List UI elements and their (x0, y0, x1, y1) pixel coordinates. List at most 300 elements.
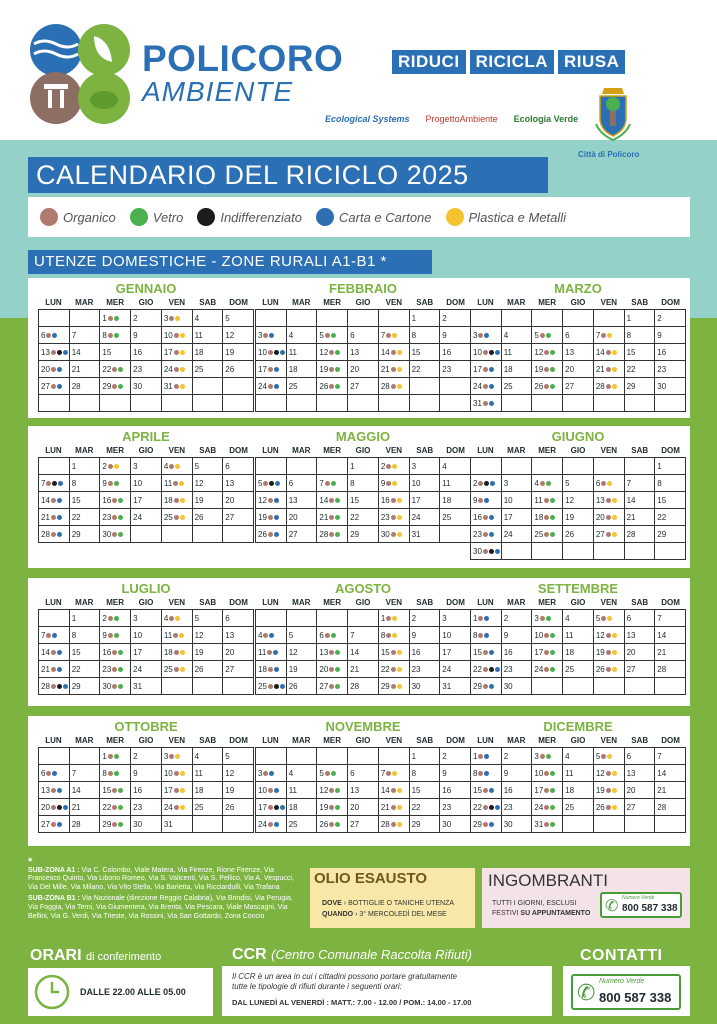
day-number: 15 (473, 785, 482, 795)
day-cell (625, 610, 656, 627)
day-cell (532, 492, 563, 509)
collection-dot-icon (612, 667, 617, 672)
collection-dot-icon (329, 515, 334, 520)
collection-dot-icon (51, 384, 56, 389)
collection-dot-icon (174, 667, 179, 672)
collection-dot-icon (180, 498, 185, 503)
day-number: 27 (225, 664, 235, 674)
day-cell (317, 509, 348, 526)
collection-dot-icon (606, 515, 611, 520)
day-cell (287, 526, 318, 543)
collection-dot-icon (274, 684, 279, 689)
day-cell (410, 310, 441, 327)
collection-dot-icon (51, 515, 56, 520)
day-cell (502, 799, 533, 816)
weekday-header (38, 735, 254, 747)
collection-dot-icon (397, 532, 402, 537)
subzone-a1-label: SUB-ZONA A1 : (28, 866, 80, 874)
weekday-label: SAB (199, 598, 217, 607)
day-number: 13 (626, 768, 636, 778)
weekday-label: LUN (262, 598, 279, 607)
month-settembre (470, 580, 686, 695)
day-cell (39, 327, 70, 344)
collection-dot-icon (108, 633, 113, 638)
collection-dot-icon (612, 805, 617, 810)
collection-dot-icon (112, 367, 117, 372)
empty-cell (471, 458, 502, 475)
day-number: 2 (503, 751, 509, 761)
day-cell (502, 678, 533, 695)
day-cell (471, 327, 502, 344)
day-cell (131, 661, 162, 678)
day-cell (502, 627, 533, 644)
month-dicembre (470, 718, 686, 833)
collection-dot-icon (484, 616, 489, 621)
day-number: 25 (163, 512, 173, 522)
clock-icon (34, 974, 70, 1010)
day-number: 3 (133, 461, 138, 471)
day-number: 15 (380, 647, 390, 657)
day-cell (39, 661, 70, 678)
collection-dot-icon (489, 367, 494, 372)
day-number: 20 (350, 802, 360, 812)
day-number: 8 (102, 330, 107, 340)
empty-cell (256, 458, 287, 475)
day-cell (162, 644, 193, 661)
day-number: 14 (350, 647, 360, 657)
collection-dot-icon (273, 650, 278, 655)
collection-dot-icon (490, 481, 495, 486)
day-number: 29 (473, 819, 482, 829)
empty-cell (625, 543, 656, 560)
day-number: 26 (258, 529, 267, 539)
month-ottobre (38, 718, 254, 833)
month-title: AGOSTO (334, 581, 392, 596)
day-cell (348, 509, 379, 526)
day-cell (317, 644, 348, 661)
day-number: 10 (503, 495, 513, 505)
day-cell (223, 327, 254, 344)
weekday-label: SAB (416, 736, 434, 745)
collection-dot-icon (329, 822, 334, 827)
day-cell (317, 765, 348, 782)
day-number: 8 (71, 630, 77, 640)
day-cell (193, 310, 224, 327)
collection-dot-icon (489, 532, 494, 537)
collection-dot-icon (112, 822, 117, 827)
day-number: 4 (194, 751, 200, 761)
day-number: 27 (626, 664, 636, 674)
day-cell (440, 661, 471, 678)
day-number: 27 (595, 529, 605, 539)
day-number: 7 (380, 768, 386, 778)
day-cell (471, 627, 502, 644)
month-grid (470, 747, 686, 833)
collection-dot-icon (118, 667, 123, 672)
collection-dot-icon (601, 754, 606, 759)
day-number: 30 (503, 819, 513, 829)
day-number: 30 (473, 546, 482, 556)
carta-dot-icon (316, 208, 334, 226)
empty-cell (563, 543, 594, 560)
day-number: 29 (473, 681, 482, 691)
collection-dot-icon (174, 498, 179, 503)
day-number: 18 (442, 495, 452, 505)
day-number: 22 (473, 802, 482, 812)
day-cell (100, 458, 131, 475)
day-cell (655, 627, 686, 644)
day-cell (625, 782, 656, 799)
weekday-label: MER (323, 598, 342, 607)
day-cell (39, 492, 70, 509)
day-cell (317, 492, 348, 509)
day-number: 11 (288, 347, 298, 357)
weekday-label: MER (323, 298, 342, 307)
day-cell (223, 458, 254, 475)
empty-cell (594, 458, 625, 475)
collection-dot-icon (175, 316, 180, 321)
weekday-label: MER (323, 736, 342, 745)
day-number: 1 (657, 461, 662, 471)
day-number: 1 (102, 313, 107, 323)
orari-box (28, 968, 213, 1016)
day-cell (625, 509, 656, 526)
collection-dot-icon (118, 650, 123, 655)
day-number: 15 (102, 785, 112, 795)
weekday-label: MER (538, 446, 557, 455)
weekday-label: GIO (138, 446, 154, 455)
weekday-label: MAR (292, 598, 311, 607)
day-cell (440, 644, 471, 661)
day-number: 10 (163, 768, 173, 778)
collection-dot-icon (489, 684, 494, 689)
day-cell (655, 327, 686, 344)
day-number: 4 (534, 478, 539, 488)
day-cell (131, 678, 162, 695)
collection-dot-icon (544, 771, 549, 776)
day-number: 20 (350, 364, 360, 374)
day-cell (563, 748, 594, 765)
collection-dot-icon (108, 481, 113, 486)
day-number: 18 (503, 364, 513, 374)
day-number: 18 (534, 512, 544, 522)
day-cell (70, 644, 101, 661)
collection-dot-icon (606, 367, 611, 372)
day-cell (440, 748, 471, 765)
collection-dot-icon (174, 788, 179, 793)
collection-dot-icon (274, 788, 279, 793)
day-cell (223, 627, 254, 644)
day-cell (131, 361, 162, 378)
weekday-label: DOM (661, 598, 680, 607)
day-number: 25 (503, 381, 513, 391)
day-cell (287, 644, 318, 661)
empty-cell (625, 395, 656, 412)
empty-cell (39, 395, 70, 412)
day-number: 11 (288, 785, 298, 795)
day-number: 8 (411, 330, 417, 340)
collection-dot-icon (391, 822, 396, 827)
weekday-label: SAB (416, 298, 434, 307)
collection-dot-icon (397, 822, 402, 827)
collection-dot-icon (606, 633, 611, 638)
day-number: 9 (657, 330, 662, 340)
collection-dot-icon (386, 771, 391, 776)
day-number: 10 (133, 478, 143, 488)
collection-dot-icon (546, 481, 551, 486)
day-cell (317, 678, 348, 695)
day-number: 29 (102, 819, 112, 829)
phone-icon: ✆ (605, 898, 619, 915)
collection-dot-icon (478, 616, 483, 621)
day-cell (131, 509, 162, 526)
month-title: GIUGNO (551, 429, 605, 444)
collection-dot-icon (329, 684, 334, 689)
collection-dot-icon (606, 350, 611, 355)
day-number: 17 (163, 785, 173, 795)
organico-dot-icon (40, 208, 58, 226)
day-cell (162, 361, 193, 378)
contatti-title: CONTATTI (580, 947, 663, 964)
day-number: 27 (565, 381, 575, 391)
day-number: 12 (194, 478, 204, 488)
weekday-label: GIO (355, 598, 371, 607)
collection-dot-icon (274, 805, 279, 810)
day-number: 23 (133, 364, 143, 374)
day-cell (317, 378, 348, 395)
day-number: 10 (133, 630, 143, 640)
collection-dot-icon (180, 384, 185, 389)
day-number: 9 (102, 630, 107, 640)
empty-cell (502, 395, 533, 412)
day-cell (655, 458, 686, 475)
day-cell (162, 661, 193, 678)
day-number: 16 (102, 495, 112, 505)
weekday-label: DOM (446, 446, 465, 455)
month-grid (255, 457, 471, 543)
day-cell (70, 492, 101, 509)
day-cell (471, 799, 502, 816)
empty-cell (440, 395, 471, 412)
day-cell (70, 509, 101, 526)
day-cell (131, 475, 162, 492)
day-cell (193, 799, 224, 816)
month-title: NOVEMBRE (325, 719, 401, 734)
day-cell (317, 361, 348, 378)
day-number: 1 (102, 751, 107, 761)
zone-footnote (28, 858, 303, 921)
day-cell (502, 661, 533, 678)
day-cell (532, 475, 563, 492)
day-cell (502, 327, 533, 344)
collection-dot-icon (489, 549, 494, 554)
day-number: 6 (350, 768, 355, 778)
collection-dot-icon (180, 650, 185, 655)
month-luglio (38, 580, 254, 695)
collection-dot-icon (550, 650, 555, 655)
collection-dot-icon (169, 754, 174, 759)
collection-dot-icon (51, 805, 56, 810)
collection-dot-icon (174, 350, 179, 355)
day-cell (532, 816, 563, 833)
collection-dot-icon (173, 633, 178, 638)
day-cell (131, 765, 162, 782)
empty-cell (287, 748, 318, 765)
day-cell (502, 492, 533, 509)
day-number: 7 (71, 768, 77, 778)
month-grid (38, 309, 254, 412)
collection-dot-icon (335, 515, 340, 520)
day-cell (655, 378, 686, 395)
collection-dot-icon (174, 515, 179, 520)
day-number: 5 (565, 478, 570, 488)
collection-dot-icon (51, 350, 56, 355)
collection-dot-icon (483, 822, 488, 827)
day-number: 27 (41, 381, 50, 391)
day-cell (39, 526, 70, 543)
ingombranti-title: INGOMBRANTI (488, 871, 608, 890)
day-number: 9 (503, 630, 509, 640)
collection-dot-icon (391, 650, 396, 655)
day-number: 9 (411, 630, 417, 640)
day-cell (223, 344, 254, 361)
day-number: 22 (657, 512, 667, 522)
collection-dot-icon (57, 684, 62, 689)
day-cell (70, 327, 101, 344)
month-grid (38, 747, 254, 833)
collection-dot-icon (108, 333, 113, 338)
day-number: 13 (595, 495, 605, 505)
empty-cell (594, 395, 625, 412)
weekday-label: MAR (507, 446, 526, 455)
collection-dot-icon (483, 384, 488, 389)
weekday-header (255, 735, 471, 747)
day-cell (131, 344, 162, 361)
collection-dot-icon (112, 384, 117, 389)
collection-dot-icon (489, 805, 494, 810)
day-cell (471, 361, 502, 378)
day-number: 15 (350, 495, 360, 505)
day-number: 3 (133, 613, 138, 623)
collection-dot-icon (550, 788, 555, 793)
month-title: MARZO (554, 281, 602, 296)
day-cell (223, 799, 254, 816)
month-title: GENNAIO (115, 281, 177, 296)
day-number: 16 (503, 785, 513, 795)
collection-dot-icon (112, 667, 117, 672)
day-number: 15 (102, 347, 112, 357)
month-title: FEBBRAIO (329, 281, 397, 296)
day-number: 17 (534, 785, 544, 795)
day-cell (655, 361, 686, 378)
weekday-label: MAR (75, 598, 94, 607)
collection-dot-icon (280, 350, 285, 355)
weekday-header (38, 597, 254, 609)
day-number: 2 (657, 313, 662, 323)
day-number: 4 (258, 630, 263, 640)
day-cell (625, 361, 656, 378)
day-cell (348, 627, 379, 644)
day-number: 20 (565, 364, 575, 374)
day-number: 19 (319, 802, 329, 812)
day-cell (625, 344, 656, 361)
collection-dot-icon (483, 805, 488, 810)
day-number: 3 (503, 478, 509, 488)
weekday-header (470, 735, 686, 747)
day-cell (410, 492, 441, 509)
day-number: 26 (595, 664, 605, 674)
day-number: 25 (565, 664, 575, 674)
day-cell (256, 361, 287, 378)
collection-dot-icon (329, 788, 334, 793)
collection-dot-icon (174, 650, 179, 655)
empty-cell (193, 378, 224, 395)
weekday-label: MAR (75, 446, 94, 455)
day-number: 20 (225, 495, 235, 505)
olio-quando-value: 3° MERCOLEDÌ DEL MESE (359, 911, 447, 918)
day-number: 24 (163, 802, 173, 812)
day-number: 19 (565, 512, 575, 522)
day-number: 30 (133, 819, 143, 829)
day-cell (410, 816, 441, 833)
collection-dot-icon (112, 650, 117, 655)
day-cell (655, 610, 686, 627)
ccr-line-1: Il CCR è un area in cui i cittadini possono portare gratuitamente (232, 972, 458, 981)
collection-dot-icon (606, 771, 611, 776)
numero-verde-badge[interactable] (600, 892, 682, 918)
collection-dot-icon (397, 788, 402, 793)
day-number: 2 (442, 751, 447, 761)
day-number: 3 (163, 313, 169, 323)
day-cell (348, 458, 379, 475)
day-number: 10 (163, 330, 173, 340)
day-cell (348, 782, 379, 799)
collection-dot-icon (174, 333, 179, 338)
collection-dot-icon (114, 771, 119, 776)
day-cell (223, 361, 254, 378)
collection-dot-icon (489, 788, 494, 793)
day-number: 8 (102, 768, 107, 778)
day-number: 19 (595, 647, 605, 657)
empty-cell (256, 310, 287, 327)
day-cell (440, 799, 471, 816)
day-number: 2 (411, 613, 417, 623)
day-number: 25 (534, 529, 544, 539)
weekday-label: VEN (385, 598, 403, 607)
day-number: 21 (657, 647, 667, 657)
day-cell (471, 492, 502, 509)
day-number: 20 (319, 664, 329, 674)
collection-dot-icon (335, 805, 340, 810)
tag-riusa: RIUSA (558, 50, 625, 74)
day-number: 4 (194, 313, 200, 323)
weekday-label: LUN (262, 298, 279, 307)
collection-dot-icon (489, 401, 494, 406)
contatti-numero-verde[interactable] (571, 974, 681, 1010)
weekday-label: VEN (168, 598, 186, 607)
day-number: 24 (258, 381, 267, 391)
day-cell (563, 327, 594, 344)
day-number: 17 (133, 647, 143, 657)
day-number: 5 (225, 751, 230, 761)
vetro-dot-icon (130, 208, 148, 226)
collection-dot-icon (268, 515, 273, 520)
collection-dot-icon (612, 650, 617, 655)
day-number: 9 (133, 768, 138, 778)
day-number: 28 (595, 381, 605, 391)
day-cell (563, 610, 594, 627)
collection-dot-icon (607, 616, 612, 621)
